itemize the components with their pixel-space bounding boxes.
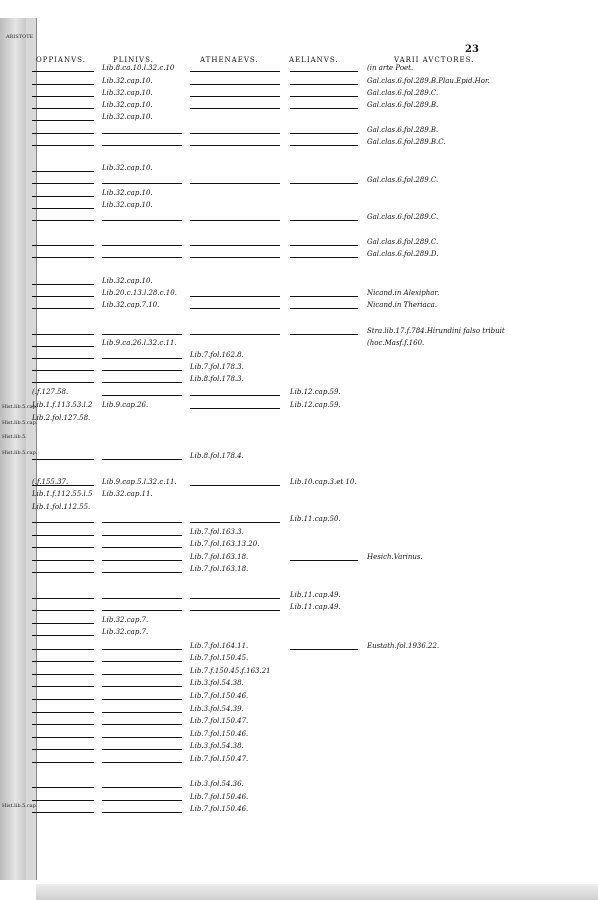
- table-row: [0, 187, 598, 199]
- cell-plinius: Lib.32.cap.7.: [102, 628, 149, 636]
- blank-rule: [32, 370, 94, 371]
- blank-rule: [32, 71, 94, 72]
- blank-rule: [102, 661, 182, 662]
- page-number: 23: [465, 44, 479, 55]
- blank-rule: [32, 183, 94, 184]
- cell-aelianus: Lib.11.cap.50.: [290, 515, 341, 523]
- table-row: [0, 361, 598, 373]
- cell-varii-auctores: Gal.clas.6.fol.289.B.C.: [367, 138, 446, 146]
- blank-rule: [32, 535, 94, 536]
- table-row: [0, 373, 598, 385]
- cell-athenaeus: Lib.7.fol.163.18.: [190, 553, 249, 561]
- table-row: [0, 236, 598, 248]
- blank-rule: [32, 610, 94, 611]
- cell-varii-auctores: (in arte Poet.: [367, 64, 414, 72]
- blank-rule: [102, 220, 182, 221]
- table-row: [0, 75, 598, 87]
- table-row: [0, 690, 598, 702]
- cell-varii-auctores: Gal.clas.6.fol.289.B.Plau.Epid.Hor.: [367, 77, 490, 85]
- cell-varii-auctores: Hesich.Varinus.: [367, 553, 423, 561]
- blank-rule: [102, 370, 182, 371]
- blank-rule: [102, 547, 182, 548]
- blank-rule: [32, 245, 94, 246]
- cell-athenaeus: Lib.3.fol.54.38.: [190, 679, 244, 687]
- blank-rule: [102, 358, 182, 359]
- cell-plinius: Lib.20.c.13.l.28.c.10.: [102, 289, 177, 297]
- cell-athenaeus: Lib.7.fol.150.46.: [190, 793, 249, 801]
- cell-plinius: Lib.9.cap.26.: [102, 401, 149, 409]
- cell-oppianus: Lib.1.fol.112.55.: [32, 503, 91, 511]
- blank-rule: [190, 610, 280, 611]
- cell-aelianus: Lib.12.cap.59.: [290, 388, 341, 396]
- blank-rule: [190, 334, 280, 335]
- table-row: [0, 640, 598, 652]
- blank-rule: [102, 535, 182, 536]
- table-row: [0, 174, 598, 186]
- blank-rule: [32, 334, 94, 335]
- blank-rule: [32, 382, 94, 383]
- margin-fragment: Hist.lib.5.cap.: [2, 450, 38, 456]
- blank-rule: [190, 145, 280, 146]
- cell-aelianus: Lib.11.cap.49.: [290, 591, 341, 599]
- blank-rule: [102, 133, 182, 134]
- blank-rule: [32, 598, 94, 599]
- cell-athenaeus: Lib.8.fol.178.4.: [190, 452, 244, 460]
- cell-athenaeus: Lib.7.fol.150.46.: [190, 730, 249, 738]
- blank-rule: [32, 208, 94, 209]
- column-header-plinius: PLINIVS.: [113, 56, 154, 64]
- blank-rule: [290, 296, 358, 297]
- blank-rule: [102, 145, 182, 146]
- cell-plinius: Lib.9.ca.26.l.32.c.11.: [102, 339, 177, 347]
- blank-rule: [290, 145, 358, 146]
- cell-aelianus: Lib.11.cap.49.: [290, 603, 341, 611]
- blank-rule: [32, 674, 94, 675]
- margin-fragment: Hist.lib.5.cap.: [2, 803, 38, 809]
- cell-plinius: Lib.9.cap.5.l.32.c.11.: [102, 478, 177, 486]
- cell-plinius: Lib.32.cap.10.: [102, 77, 153, 85]
- blank-rule: [190, 96, 280, 97]
- blank-rule: [32, 133, 94, 134]
- cell-aelianus: Lib.12.cap.59.: [290, 401, 341, 409]
- blank-rule: [290, 84, 358, 85]
- blank-rule: [32, 749, 94, 750]
- blank-rule: [190, 257, 280, 258]
- blank-rule: [190, 395, 280, 396]
- cell-varii-auctores: Gal.clas.6.fol.289.D.: [367, 250, 439, 258]
- blank-rule: [102, 382, 182, 383]
- cell-oppianus: (.f.127.58.: [32, 388, 69, 396]
- cell-athenaeus: Lib.7.fol.150.45.: [190, 654, 249, 662]
- blank-rule: [32, 358, 94, 359]
- blank-rule: [190, 84, 280, 85]
- table-row: [0, 136, 598, 148]
- cell-varii-auctores: Eustath.fol.1936.22.: [367, 642, 440, 650]
- blank-rule: [102, 522, 182, 523]
- blank-rule: [32, 84, 94, 85]
- margin-fragment: Hist.lib.5.cap.: [2, 404, 38, 410]
- blank-rule: [32, 547, 94, 548]
- blank-rule: [102, 183, 182, 184]
- cell-varii-auctores: Gal.clas.6.fol.289.C.: [367, 213, 439, 221]
- table-row: [0, 614, 598, 626]
- blank-rule: [32, 686, 94, 687]
- cell-athenaeus: Lib.7.fol.150.47.: [190, 717, 249, 725]
- cell-varii-auctores: Gal.clas.6.fol.289.B.: [367, 101, 439, 109]
- cell-athenaeus: Lib.7.fol.162.8.: [190, 351, 244, 359]
- table-row: [0, 501, 598, 513]
- blank-rule: [102, 572, 182, 573]
- blank-rule: [32, 284, 94, 285]
- blank-rule: [290, 71, 358, 72]
- blank-rule: [102, 649, 182, 650]
- table-row: [0, 778, 598, 790]
- table-row: [0, 563, 598, 575]
- cell-athenaeus: Lib.3.fol.54.39.: [190, 705, 244, 713]
- cell-plinius: Lib.32.cap.10.: [102, 201, 153, 209]
- blank-rule: [290, 183, 358, 184]
- blank-rule: [190, 296, 280, 297]
- table-row: [0, 665, 598, 677]
- cell-athenaeus: Lib.7.fol.163.18.: [190, 565, 249, 573]
- table-row: [0, 488, 598, 500]
- blank-rule: [32, 346, 94, 347]
- blank-rule: [190, 71, 280, 72]
- blank-rule: [32, 560, 94, 561]
- blank-rule: [290, 133, 358, 134]
- table-row: [0, 287, 598, 299]
- cell-athenaeus: Lib.7.fol.163.13.20.: [190, 540, 260, 548]
- blank-rule: [102, 812, 182, 813]
- cell-athenaeus: Lib.3.fol.54.38.: [190, 742, 244, 750]
- blank-rule: [32, 699, 94, 700]
- table-row: [0, 199, 598, 211]
- blank-rule: [32, 96, 94, 97]
- blank-rule: [190, 598, 280, 599]
- table-row: [0, 677, 598, 689]
- table-row: [0, 589, 598, 601]
- blank-rule: [32, 737, 94, 738]
- blank-rule: [32, 812, 94, 813]
- blank-rule: [102, 686, 182, 687]
- cell-oppianus: (.f.155.37.: [32, 478, 69, 486]
- cell-plinius: Lib.8.ca.10.l.32.c.10: [102, 64, 175, 72]
- blank-rule: [32, 296, 94, 297]
- cell-varii-auctores: (hoc.Masf.f.160.: [367, 339, 425, 347]
- blank-rule: [102, 560, 182, 561]
- blank-rule: [102, 610, 182, 611]
- cell-plinius: Lib.32.cap.10.: [102, 164, 153, 172]
- column-header-aelianus: AELIANVS.: [289, 56, 339, 64]
- cell-plinius: Lib.32.cap.7.10.: [102, 301, 160, 309]
- cell-varii-auctores: Nicand.in Alexiphar.: [367, 289, 440, 297]
- blank-rule: [32, 661, 94, 662]
- table-row: [0, 399, 598, 411]
- cell-varii-auctores: Stra.lib.17.f.784.Hirundini falso tribuit: [367, 327, 505, 335]
- table-row: [0, 526, 598, 538]
- blank-rule: [290, 220, 358, 221]
- cell-plinius: Lib.32.cap.10.: [102, 189, 153, 197]
- table-row: [0, 111, 598, 123]
- blank-rule: [102, 334, 182, 335]
- blank-rule: [32, 308, 94, 309]
- table-row: [0, 703, 598, 715]
- table-row: [0, 791, 598, 803]
- table-row: [0, 803, 598, 815]
- cell-oppianus: Lib.2.fol.127.58.: [32, 414, 91, 422]
- blank-rule: [102, 459, 182, 460]
- blank-rule: [32, 572, 94, 573]
- cell-athenaeus: Lib.7.fol.150.46.: [190, 805, 249, 813]
- cell-oppianus: Lib.1.f.112.55.l.5: [32, 490, 93, 498]
- cell-athenaeus: Lib.7.fol.150.47.: [190, 755, 249, 763]
- table-row: [0, 275, 598, 287]
- cell-plinius: Lib.32.cap.10.: [102, 101, 153, 109]
- blank-rule: [290, 334, 358, 335]
- table-row: [0, 626, 598, 638]
- blank-rule: [32, 800, 94, 801]
- table-row: [0, 538, 598, 550]
- table-row: [0, 337, 598, 349]
- blank-rule: [190, 522, 280, 523]
- blank-rule: [102, 674, 182, 675]
- blank-rule: [102, 699, 182, 700]
- cell-athenaeus: Lib.7.fol.163.3.: [190, 528, 244, 536]
- blank-rule: [32, 712, 94, 713]
- blank-rule: [102, 800, 182, 801]
- table-row: [0, 386, 598, 398]
- cell-athenaeus: Lib.7.fol.150.46.: [190, 692, 249, 700]
- cell-varii-auctores: Nicand.in Theriaca.: [367, 301, 438, 309]
- blank-rule: [32, 724, 94, 725]
- table-row: [0, 476, 598, 488]
- page-bottom-edge: [36, 884, 598, 900]
- blank-rule: [32, 623, 94, 624]
- blank-rule: [102, 749, 182, 750]
- cell-plinius: Lib.32.cap.10.: [102, 277, 153, 285]
- blank-rule: [190, 308, 280, 309]
- blank-rule: [190, 133, 280, 134]
- cell-plinius: Lib.32.cap.10.: [102, 113, 153, 121]
- blank-rule: [32, 257, 94, 258]
- blank-rule: [32, 108, 94, 109]
- column-header-oppianus: OPPIANVS.: [36, 56, 86, 64]
- blank-rule: [102, 598, 182, 599]
- table-row: [0, 299, 598, 311]
- blank-rule: [102, 724, 182, 725]
- table-row: [0, 124, 598, 136]
- table-row: [0, 62, 598, 74]
- table-row: [0, 248, 598, 260]
- blank-rule: [290, 96, 358, 97]
- blank-rule: [32, 649, 94, 650]
- table-row: [0, 87, 598, 99]
- blank-rule: [190, 183, 280, 184]
- column-header-varii-auctores: VARII AVCTORES.: [394, 56, 475, 64]
- cell-athenaeus: Lib.8.fol.178.3.: [190, 375, 244, 383]
- cell-varii-auctores: Gal.clas.6.fol.289.B.: [367, 126, 439, 134]
- table-row: [0, 99, 598, 111]
- table-row: [0, 652, 598, 664]
- cell-plinius: Lib.32.cap.10.: [102, 89, 153, 97]
- cell-plinius: Lib.32.cap.11.: [102, 490, 153, 498]
- blank-rule: [190, 108, 280, 109]
- table-row: [0, 349, 598, 361]
- blank-rule: [102, 712, 182, 713]
- margin-fragment: ARISTOTE: [6, 34, 34, 40]
- table-row: [0, 753, 598, 765]
- blank-rule: [290, 649, 358, 650]
- cell-athenaeus: Lib.7.fol.178.3.: [190, 363, 244, 371]
- blank-rule: [32, 459, 94, 460]
- blank-rule: [102, 395, 182, 396]
- blank-rule: [32, 635, 94, 636]
- blank-rule: [32, 522, 94, 523]
- cell-plinius: Lib.32.cap.7.: [102, 616, 149, 624]
- blank-rule: [32, 220, 94, 221]
- cell-athenaeus: Lib.7.f.150.45.f.163.21: [190, 667, 271, 675]
- table-row: [0, 162, 598, 174]
- blank-rule: [32, 120, 94, 121]
- table-row: [0, 551, 598, 563]
- blank-rule: [190, 485, 280, 486]
- margin-fragment: Hist.lib.5.: [2, 434, 27, 440]
- cell-oppianus: Lib.1.f.113.53.l.2: [32, 401, 93, 409]
- blank-rule: [102, 257, 182, 258]
- table-row: [0, 728, 598, 740]
- table-row: [0, 601, 598, 613]
- table-row: [0, 450, 598, 462]
- blank-rule: [290, 560, 358, 561]
- blank-rule: [32, 787, 94, 788]
- table-row: [0, 513, 598, 525]
- blank-rule: [190, 245, 280, 246]
- blank-rule: [32, 196, 94, 197]
- blank-rule: [32, 145, 94, 146]
- blank-rule: [32, 762, 94, 763]
- cell-athenaeus: Lib.7.fol.164.11.: [190, 642, 249, 650]
- cell-athenaeus: Lib.3.fol.54.36.: [190, 780, 244, 788]
- table-row: [0, 412, 598, 424]
- table-row: [0, 325, 598, 337]
- cell-varii-auctores: Gal.clas.6.fol.289.C.: [367, 89, 439, 97]
- blank-rule: [102, 787, 182, 788]
- blank-rule: [290, 308, 358, 309]
- blank-rule: [290, 257, 358, 258]
- blank-rule: [190, 408, 280, 409]
- cell-varii-auctores: Gal.clas.6.fol.289.C.: [367, 238, 439, 246]
- table-row: [0, 211, 598, 223]
- cell-aelianus: Lib.10.cap.3.et 10.: [290, 478, 357, 486]
- column-header-athenaeus: ATHENAEVS.: [200, 56, 259, 64]
- table-row: [0, 740, 598, 752]
- blank-rule: [290, 108, 358, 109]
- blank-rule: [32, 171, 94, 172]
- blank-rule: [290, 245, 358, 246]
- table-row: [0, 715, 598, 727]
- margin-fragment: Hist.lib.5.cap.: [2, 420, 38, 426]
- blank-rule: [102, 737, 182, 738]
- blank-rule: [102, 762, 182, 763]
- blank-rule: [190, 220, 280, 221]
- blank-rule: [102, 245, 182, 246]
- cell-varii-auctores: Gal.clas.6.fol.289.C.: [367, 176, 439, 184]
